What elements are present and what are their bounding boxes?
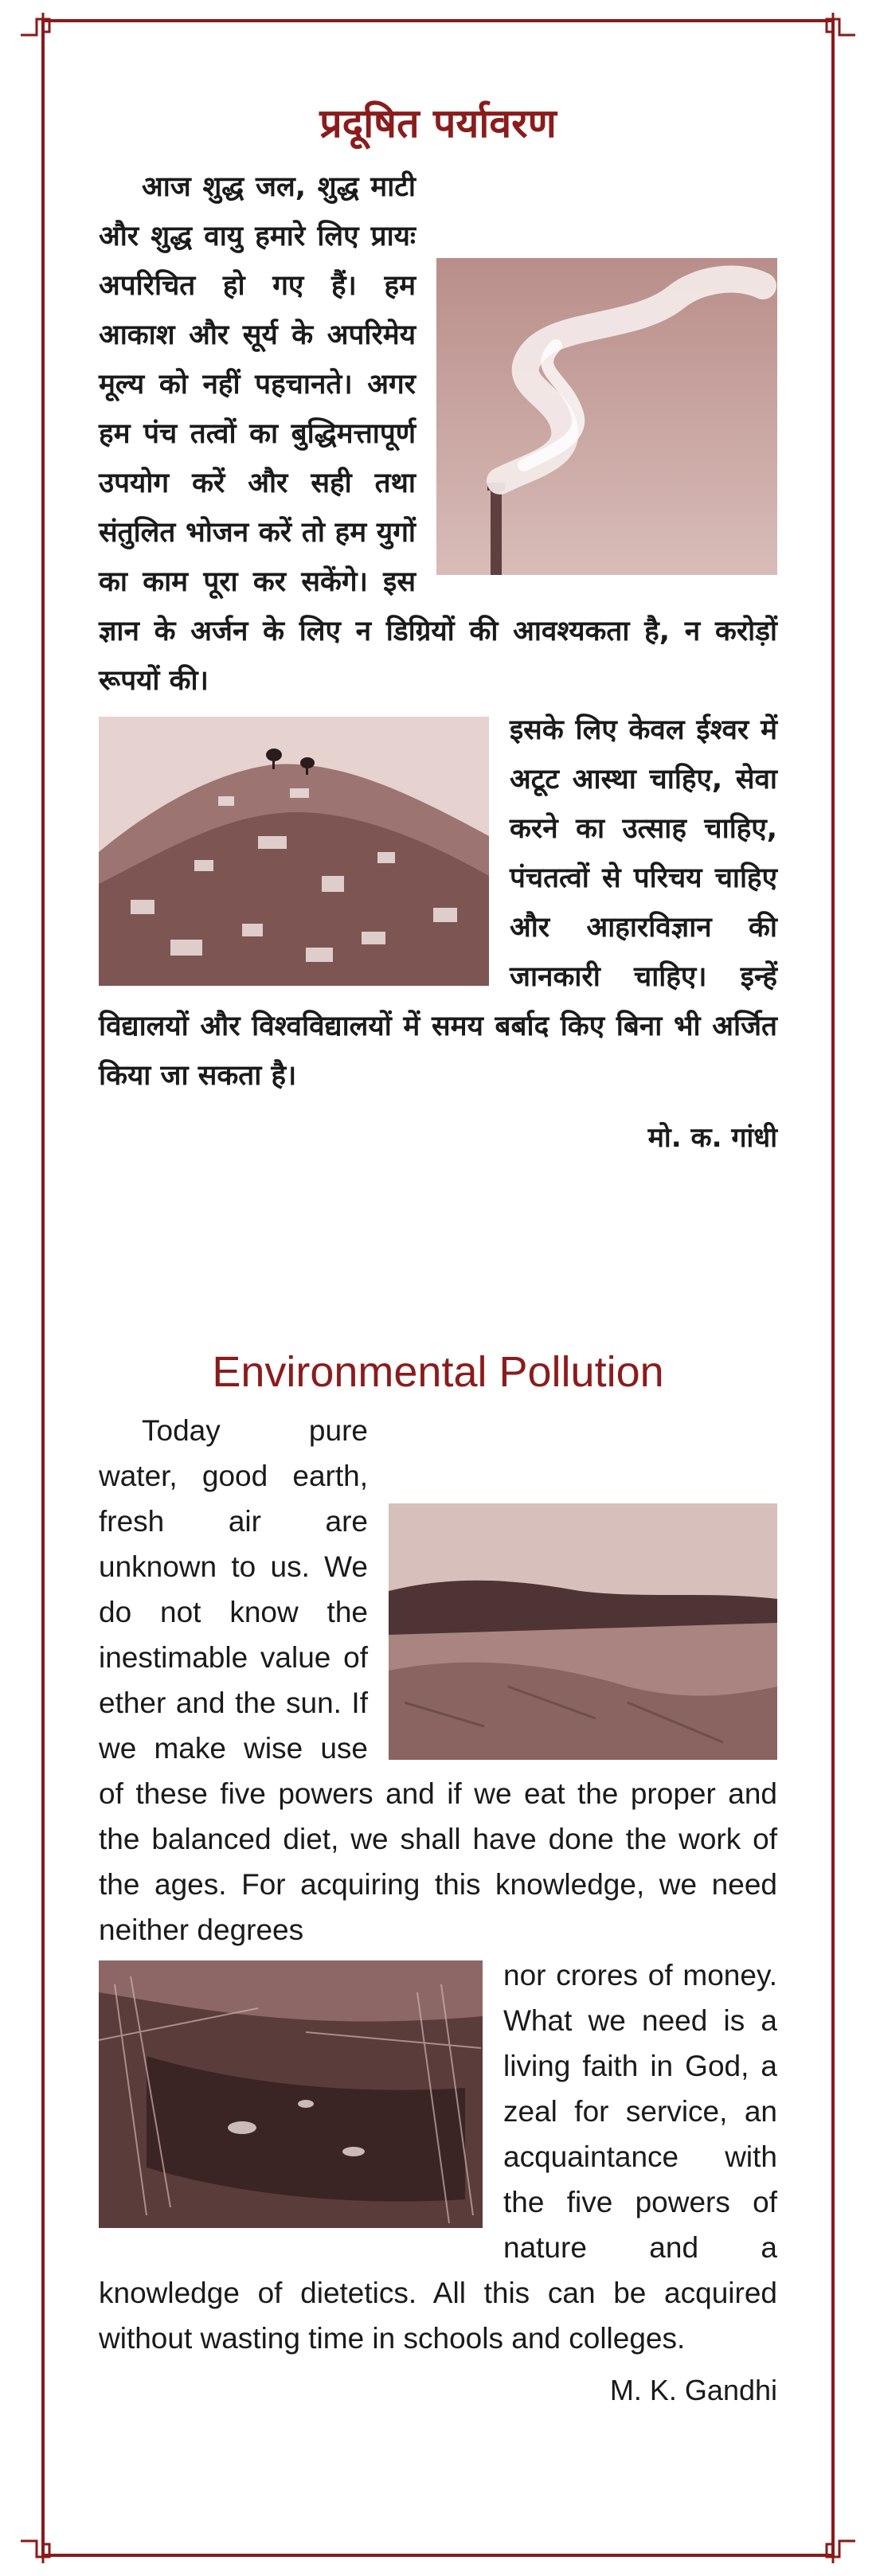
hindi-paragraph-text-1: आज शुद्ध जल, शुद्ध माटी और शुद्ध वायु हमारे लिए प्रायः अपरिचित हो गए हैं। हम आकाश और सूर्य के अपरिमेय मूल्य को नहीं पहचानते। अगर हम पंच तत्वों का बुद्धिमत्तापूर्ण उपयोग करें और सही तथा संतुलित भोजन करें तो हम युगों का काम पूरा कर सकेंगे। इस ज्ञान के अर्जन के लिए न डिग्रियों की आवश्यकता है, न करोड़ों रूपयों की। bbox=[99, 171, 777, 697]
english-title: Environmental Pollution bbox=[212, 1348, 664, 1396]
corner-ornament-top-left bbox=[21, 13, 65, 57]
english-paragraph-text-1: Today pure water, good earth, fresh air are unknown to us. We do not know the inestimable value of ether and the sun. If we make wise use of these five powers and if we eat the proper and the balanced diet, we shall have done the work of the ages. For acquiring this knowledge, we need neither degrees bbox=[99, 1414, 777, 1946]
hindi-signature: मो. क. गांधी bbox=[647, 1122, 777, 1154]
corner-ornament-bottom-right bbox=[811, 2519, 855, 2563]
hindi-section bbox=[99, 99, 777, 1155]
garbage-heap-photo bbox=[99, 717, 489, 986]
cleared-land-photo bbox=[389, 1503, 777, 1760]
english-section bbox=[99, 1346, 777, 2407]
corner-ornament-top-right bbox=[811, 13, 855, 57]
polluted-water-photo bbox=[99, 1960, 483, 2228]
hindi-paragraph-text-2: इसके लिए केवल ईश्वर में अटूट आस्था चाहिए, सेवा करने का उत्साह चाहिए, पंचतत्वों से परिचय चाहिए और आहारविज्ञान की जानकारी चाहिए। इन्हें विद्यालयों और विश्वविद्यालयों में समय बर्बाद किए बिना भी अर्जित किया जा सकता है। bbox=[99, 714, 777, 1092]
english-signature: M. K. Gandhi bbox=[609, 2374, 777, 2406]
corner-ornament-bottom-left bbox=[21, 2519, 65, 2563]
hindi-title: प्रदूषित पर्यावरण bbox=[319, 100, 557, 147]
english-paragraph-text-2: nor crores of money. What we need is a living faith in God, a zeal for service, an acquaintance with the five powers of nature and a knowledge of dietetics. All this can be acquired without wasting time in schools and colleges. bbox=[99, 1959, 777, 2355]
smokestack-photo bbox=[436, 258, 777, 575]
